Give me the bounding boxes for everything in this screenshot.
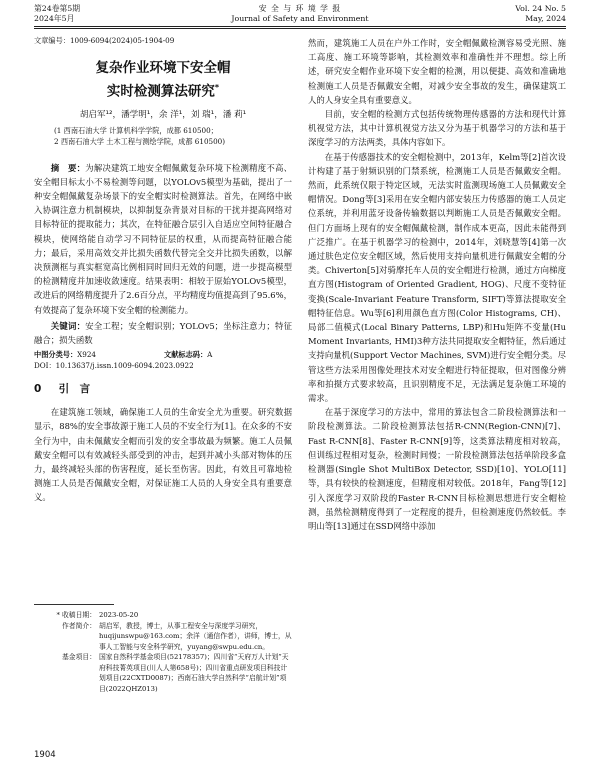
header-rule-thin [34, 28, 566, 29]
header-rule [34, 26, 566, 27]
footnote-author [34, 621, 292, 653]
section-title: 引 言 [58, 383, 91, 396]
affiliations [34, 125, 292, 147]
intro-paragraph: 在建筑施工领域，确保施工人员的生命安全尤为重要。研究数据显示，88%的安全事故源于施工人员的不安全行为[1]。在众多的不安全行为中，由未佩戴安全帽而引发的安全事故最为频繁。施工人员佩戴安全帽可以有效减轻头部受到的冲击，起到并减小头部对物体的压力，最终减轻头部的伤害程度，延长至伤害。因此，有效且可靠地检测施工人员是否佩戴安全帽，对保证施工人员的人身安全具有重要意义。 [34, 407, 292, 503]
title-line-1: 复杂作业环境下安全帽 [95, 60, 231, 76]
received-value: 2023-05-20 [99, 611, 139, 619]
keywords-text: 安全工程；安全帽识别；YOLOv5；坐标注意力；特征融合；损失函数 [34, 320, 292, 345]
title-line-2-text: 实时检测算法研究 [106, 83, 215, 100]
author-bio-label: 作者简介： [62, 621, 96, 630]
header-volume-issue: 第24卷第5期 [34, 4, 81, 13]
abstract-label: 摘 要： [50, 162, 86, 173]
doc-code-label: 文献标志码： [164, 350, 208, 360]
keywords-label: 关键词： [50, 320, 86, 331]
article-title [34, 58, 292, 102]
footnotes [34, 610, 292, 745]
keywords [34, 319, 292, 347]
received-label: * 收稿日期： [56, 611, 96, 619]
doc-code-value: A [207, 350, 213, 360]
classification-row [34, 350, 292, 360]
header-date-en: May, 2024 [525, 14, 566, 23]
clc-value: X924 [77, 350, 96, 360]
page-number: 1904 [34, 750, 56, 760]
left-column [34, 36, 292, 600]
header-vol-no-en: Vol. 24 No. 5 [515, 4, 566, 13]
header-date: 2024年5月 [34, 14, 75, 23]
section-number: 0 [34, 383, 42, 396]
journal-name-cn: 安 全 与 环 境 学 报 [258, 4, 342, 13]
body-paragraph-2: 目前，安全帽的检测方式包括传统物理传感器的方法和现代计算机视觉方法，其中计算机视觉方法又分为基于机器学习的方法和基于深度学习的方法两类，具体内容如下。 [308, 109, 566, 148]
article-number: 文章编号：1009-6094(2024)05-1904-09 [34, 36, 175, 45]
right-column [308, 36, 566, 762]
affiliation-1: (1 西南石油大学 计算机科学学院，成都 610500； [54, 125, 218, 135]
footnote-received [34, 610, 292, 621]
fund-label: 基金项目： [62, 653, 96, 661]
author-list: 胡启军¹²，潘学明¹，余 洋¹，刘 瑞¹，潘 莉¹ [79, 109, 247, 120]
header-center [0, 4, 600, 24]
section-heading [34, 381, 292, 397]
journal-name-en: Journal of Safety and Environment [231, 14, 369, 23]
body-paragraph-3: 在基于传感器技术的安全帽检测中，2013年，Kelm等[2]首次设计构建了基于射频识别的门禁系统，检测施工人员是否佩戴安全帽。然而，此系统仅限于特定区域，无法实时监测现场施工人员佩戴安全帽情况。Dong等[3]采用在安全帽内部安装压力传感器的施工人员定位系统，并利用蓝牙设备传输数据以判断施工人员是否佩戴安全帽。但门方面场上现有的安全帽佩戴检测，制作成本更高，因此未能得到广泛推广。在基于机器学习的检测中，2014年，刘晓慧等[4]第一次通过肤色定位安全帽区域，然后使用支持向量机进行佩戴安全帽的分类。Chiverton[5]对骑摩托车人员的安全帽进行检测，通过方向梯度直方图(Histogram of Oriented Gradient, HOG)、尺度不变特征变换(Scale-Invariant Feature Transform, SIFT)等算法提取安全帽特征信息。Wu等[6]利用颜色直方图(Color Histograms, CH)、局部二值模式(Local Binary Patterns, LBP)和Hu矩阵不变量(Hu Moment Invariants, HMI)3种方法共同提取安全帽特征，然后通过支持向量机(Support Vector Machines, SVM)进行安全帽分类。尽管这些方法采用图像处理技术对安全帽进行特征提取，但对图像分辨率和拍摄方式要求较高，且识别精度不足，无法满足复杂施工环境的需求。 [308, 151, 566, 404]
header-right [515, 4, 566, 24]
doi: DOI：10.13637/j.issn.1009-6094.2023.0922 [34, 361, 194, 371]
title-footnote-mark: * [214, 83, 220, 92]
abstract-text: 为解决建筑工地安全帽佩戴复杂环境下检测精度不高、安全帽目标太小不易检测等问题，以YOLOv5模型为基础，提出了一种安全帽佩戴复杂场景下的安全帽实时检测算法。首先，在网络中嵌入协调注意力机制模块，以抑制复杂背景对目标的干扰并提高网络对目标特征的提取能力；其次，在特征融合层引入自适应空间特征融合模块，使网络能自动学习不同特征层的权重，从而提高特征融合能力；最后，采用高效交并比损失函数代替完全交并比损失函数，以解决预测框与真实框宽高比例相同时回归无效的问题，进一步提高模型的检测精度并加速收敛速度。结果表明：相较于原始YOLOv5模型，改进后的网络精度提升了2.6百分点，平均精度均值提高到了95.6%，有效提高了复杂环境下安全帽的检测能力。 [34, 162, 292, 315]
body-paragraph-4: 在基于深度学习的方法中，常用的算法包含二阶段检测算法和一阶段检测算法。二阶段检测算法包括R-CNN(Region-CNN)[7]、Fast R-CNN[8]、Faster R-CNN[9]等，这类算法精度相对较高，但训练过程相对复杂，检测时间慢；一阶段检测算法包括单阶段多盒检测器(Single Shot MultiBox Detector, SSD)[10]、YOLO[11]等，具有较快的检测速度，但精度相对较低。2018年，Fang等[12]引入深度学习双阶段的Faster R-CNN目标检测思想进行安全帽检测，虽然检测精度得到了一定程度的提升，但检测速度仍然较低。李明山等[13]通过在SSD网络中添加 [308, 407, 566, 531]
footnote-rule [34, 604, 114, 605]
title-line-2 [34, 78, 292, 102]
body-paragraph-1: 然而，建筑施工人员在户外工作时，安全帽佩戴检测容易受光照、施工高度、施工环境等影响，其检测效率和准确性并不理想。综上所述，研究安全帽作业环境下安全帽的检测，用以便捷、高效和准确地检测施工人员是否佩戴安全帽，对减少安全事故的发生，确保建筑工人的人身安全具有重要意义。 [308, 38, 566, 105]
author-bio-value: 胡启军，教授，博士，从事工程安全与深度学习研究，huqijunswpu@163.com；余洋（通信作者），讲师，博士，从事人工智能与安全科学研究，yuyang@swpu.edu.cn。 [99, 621, 292, 651]
footnote-fund [34, 652, 292, 694]
clc-label: 中图分类号： [34, 350, 78, 360]
abstract [34, 161, 292, 317]
fund-value: 国家自然科学基金项目(52178357)；四川省“天府万人计划”天府科技菁英项目(川人人第658号)；四川省重点研发项目科技计划项目(22CXTD0087)；西南石油大学自然科学“启航计划”项目(2022QHZ013) [99, 653, 289, 693]
affiliation-2: 2 西南石油大学 土木工程与测绘学院，成都 610500) [54, 136, 226, 146]
